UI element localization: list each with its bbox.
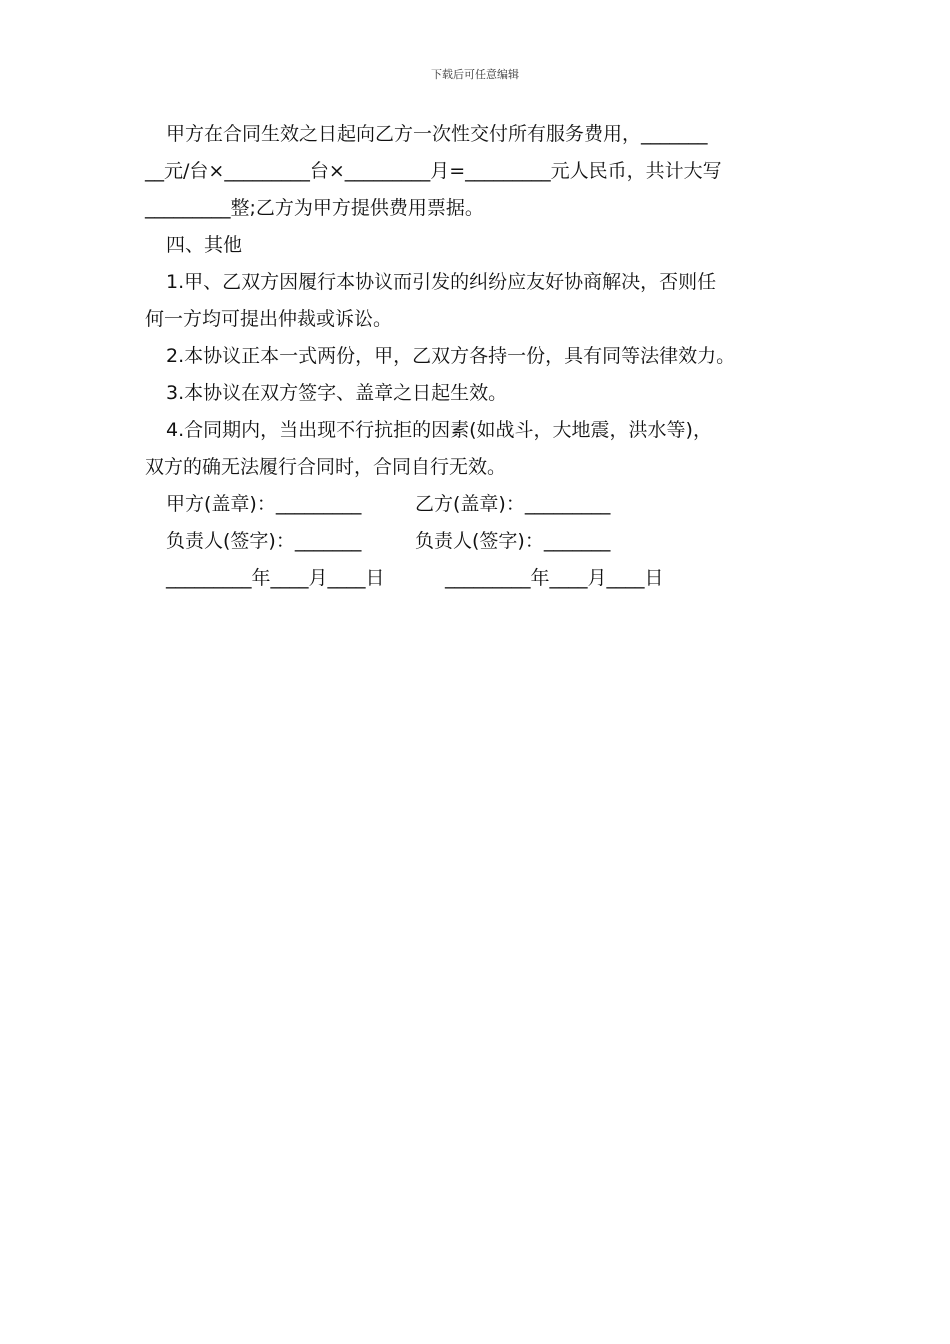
- document-body: [145, 116, 825, 597]
- party-a-date-field: _________年____月____日: [166, 567, 385, 589]
- section-heading-other: 四、其他: [166, 234, 243, 256]
- party-b-signer-field: 负责人(签字)：_______: [415, 530, 611, 552]
- payment-clause-line-1: 甲方在合同生效之日起向乙方一次性交付所有服务费用，_______: [166, 123, 708, 145]
- party-a-seal-field: 甲方(盖章)：_________: [166, 493, 362, 515]
- party-b-seal-field: 乙方(盖章)：_________: [415, 493, 611, 515]
- clause-1-line-2: 何一方均可提出仲裁或诉讼。: [145, 308, 393, 330]
- signer-row: [145, 523, 825, 560]
- clause-3: 3.本协议在双方签字、盖章之日起生效。: [166, 382, 508, 404]
- page-header-note: 下载后可任意编辑: [431, 68, 519, 81]
- seal-row: [145, 486, 825, 523]
- clause-4-line-1: 4.合同期内，当出现不行抗拒的因素(如战斗，大地震，洪水等)，: [166, 419, 712, 441]
- payment-clause-line-3: _________整;乙方为甲方提供费用票据。: [145, 197, 484, 219]
- payment-clause-line-2: __元/台×_________台×_________月=_________元人民币，共计大写: [145, 160, 722, 182]
- clause-4-line-2: 双方的确无法履行合同时，合同自行无效。: [145, 456, 507, 478]
- clause-1-line-1: 1.甲、乙双方因履行本协议而引发的纠纷应友好协商解决，否则任: [166, 271, 717, 293]
- party-b-date-field: _________年____月____日: [445, 567, 664, 589]
- party-a-signer-field: 负责人(签字)：_______: [166, 530, 362, 552]
- date-row: [145, 560, 825, 597]
- clause-2: 2.本协议正本一式两份，甲，乙双方各持一份，具有同等法律效力。: [166, 345, 736, 367]
